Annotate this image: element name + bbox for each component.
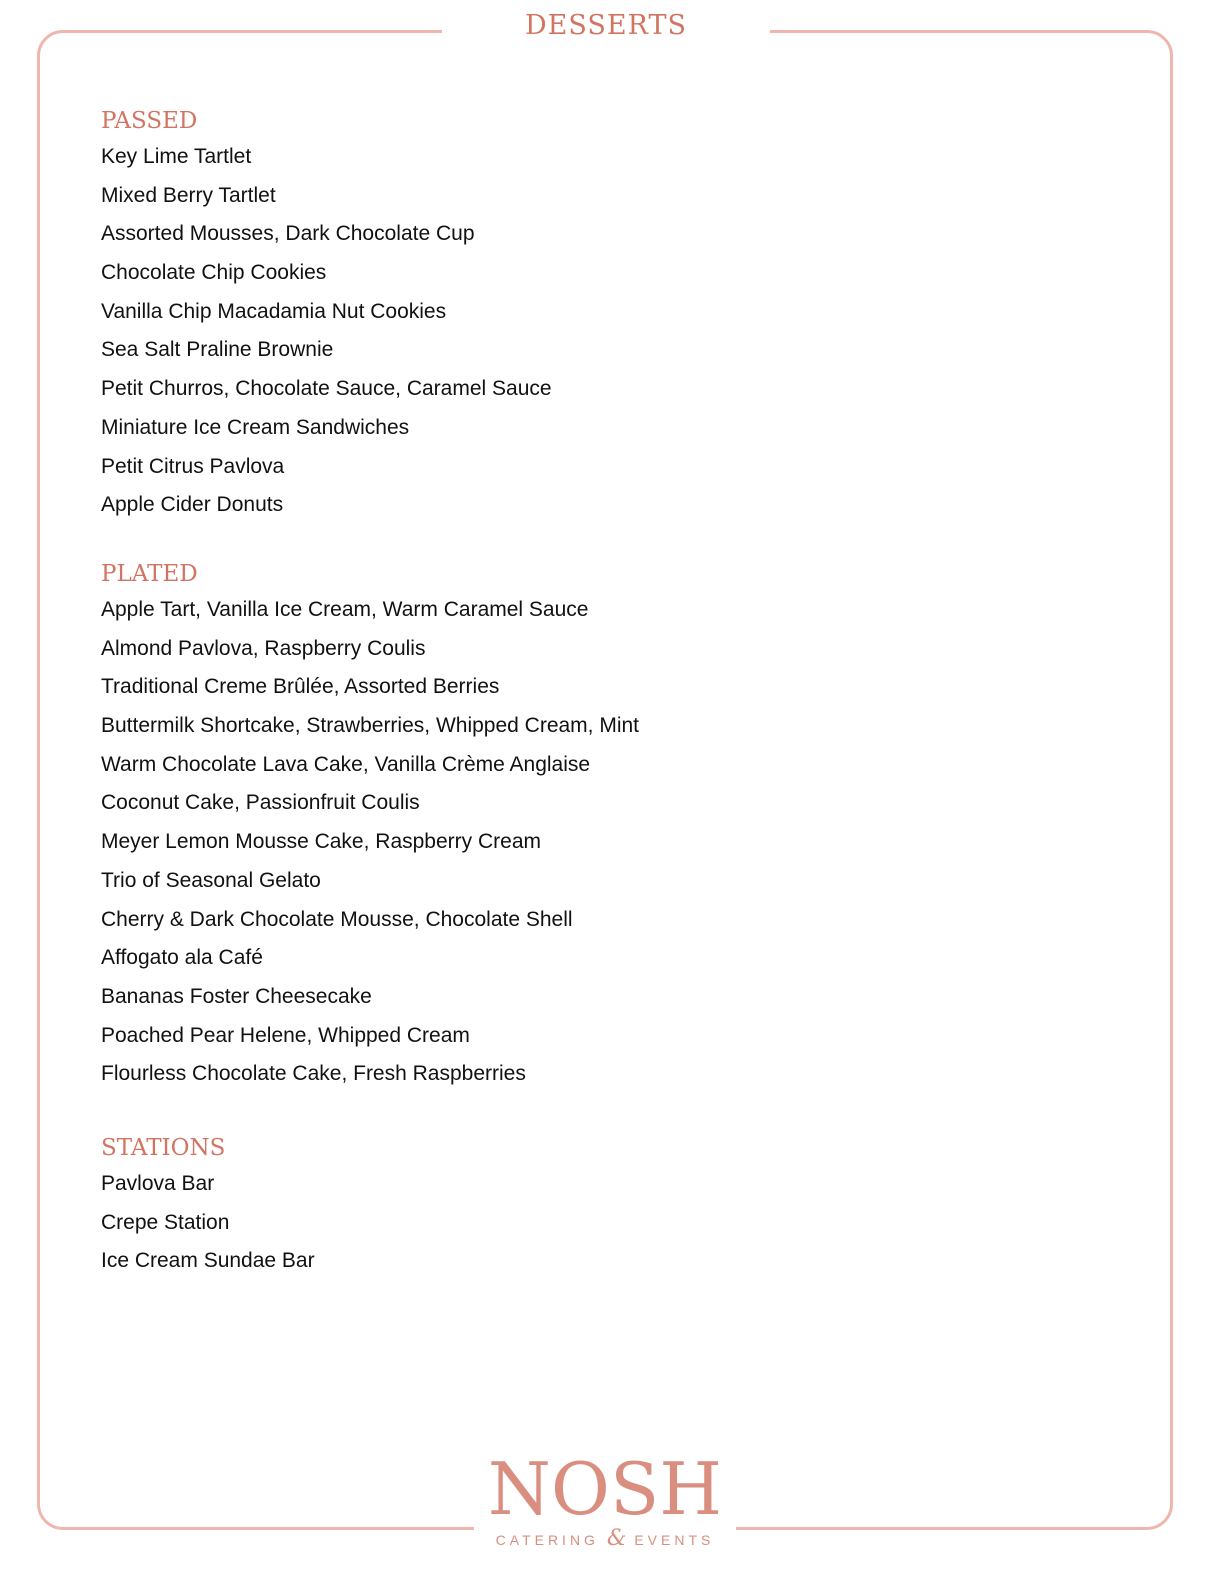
list-item: Cherry & Dark Chocolate Mousse, Chocolate Shell <box>101 907 573 931</box>
list-item: Vanilla Chip Macadamia Nut Cookies <box>101 299 447 323</box>
section-title-stations: STATIONS <box>101 1135 226 1161</box>
section-plated <box>101 557 639 1094</box>
logo-tagline-left: CATERING <box>495 1532 599 1548</box>
list-item: Almond Pavlova, Raspberry Coulis <box>101 636 426 660</box>
list-item: Poached Pear Helene, Whipped Cream <box>101 1023 470 1047</box>
list-item: Warm Chocolate Lava Cake, Vanilla Crème Anglaise <box>101 752 591 776</box>
list-item: Crepe Station <box>101 1210 230 1234</box>
stations-list <box>101 1165 315 1281</box>
list-item: Key Lime Tartlet <box>101 145 252 168</box>
list-item: Trio of Seasonal Gelato <box>101 868 321 892</box>
plated-list <box>101 591 639 1094</box>
section-title-passed: PASSED <box>101 108 198 134</box>
list-item: Pavlova Bar <box>101 1172 215 1195</box>
list-item: Coconut Cake, Passionfruit Coulis <box>101 791 420 815</box>
logo-ampersand: & <box>606 1526 627 1551</box>
section-stations <box>101 1131 315 1281</box>
list-item: Mixed Berry Tartlet <box>101 183 276 207</box>
logo-tagline <box>474 1526 736 1551</box>
list-item: Ice Cream Sundae Bar <box>101 1249 315 1273</box>
list-item: Assorted Mousses, Dark Chocolate Cup <box>101 222 475 246</box>
list-item: Bananas Foster Cheesecake <box>101 984 372 1008</box>
passed-list <box>101 138 552 525</box>
logo-tagline-right: EVENTS <box>634 1532 715 1548</box>
list-item: Apple Cider Donuts <box>101 493 284 517</box>
list-item: Apple Tart, Vanilla Ice Cream, Warm Caramel Sauce <box>101 598 589 621</box>
list-item: Sea Salt Praline Brownie <box>101 338 334 362</box>
page-title: DESSERTS <box>525 10 687 41</box>
section-title-plated: PLATED <box>101 561 198 587</box>
list-item: Meyer Lemon Mousse Cake, Raspberry Cream <box>101 830 541 854</box>
list-item: Flourless Chocolate Cake, Fresh Raspberries <box>101 1062 526 1086</box>
logo-wordmark: NOSH <box>487 1447 723 1531</box>
list-item: Petit Citrus Pavlova <box>101 454 285 478</box>
nosh-logo <box>474 1447 736 1551</box>
section-passed <box>101 104 552 525</box>
list-item: Buttermilk Shortcake, Strawberries, Whipped Cream, Mint <box>101 714 640 738</box>
list-item: Traditional Creme Brûlée, Assorted Berries <box>101 675 500 699</box>
list-item: Chocolate Chip Cookies <box>101 261 327 285</box>
list-item: Affogato ala Café <box>101 946 263 970</box>
list-item: Petit Churros, Chocolate Sauce, Caramel Sauce <box>101 377 552 401</box>
list-item: Miniature Ice Cream Sandwiches <box>101 415 410 439</box>
